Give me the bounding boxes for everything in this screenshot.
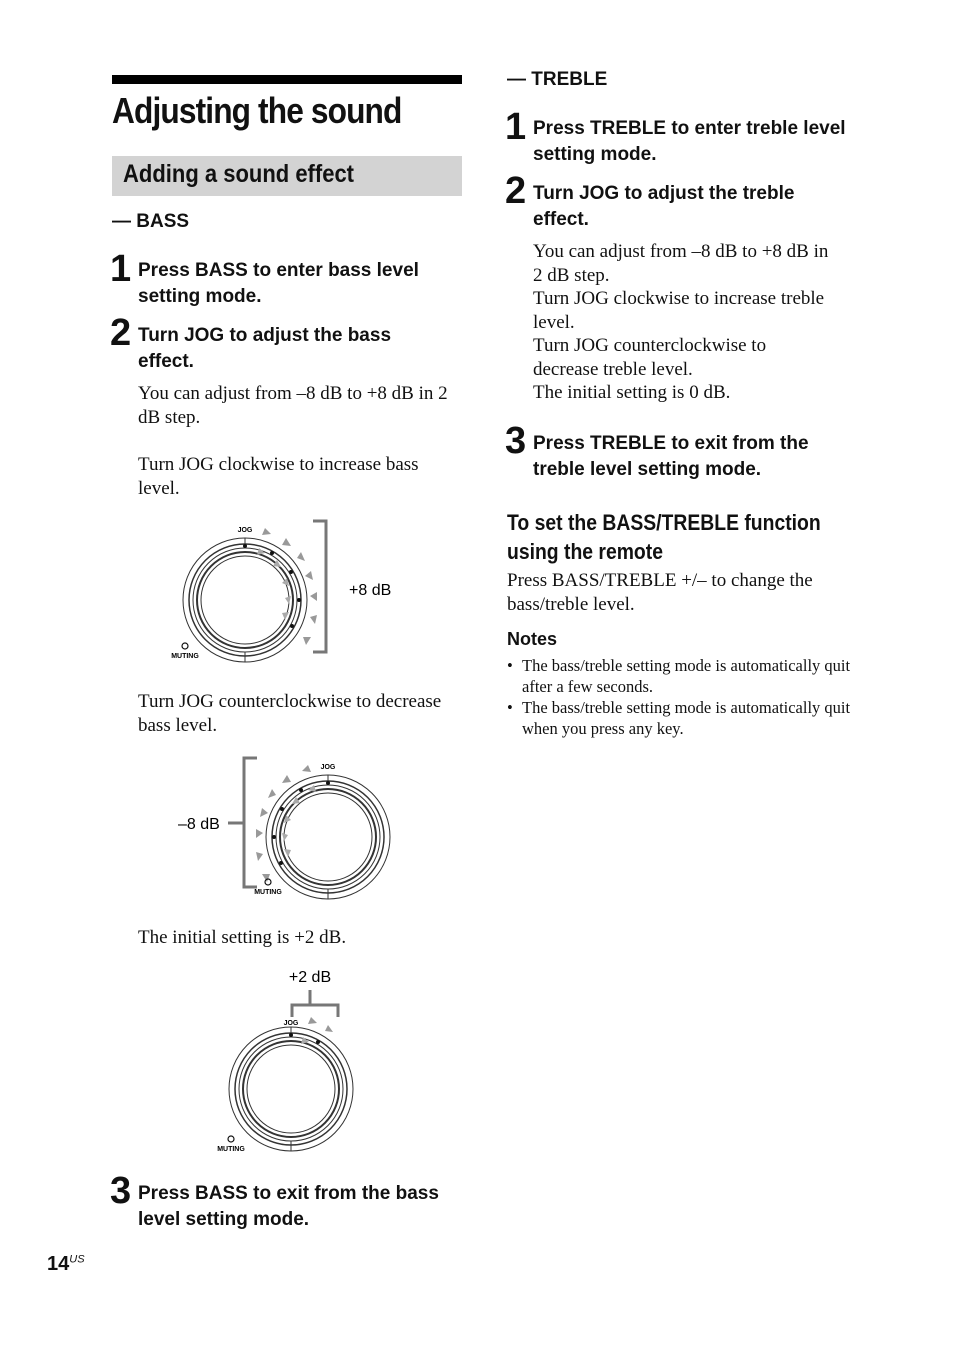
remote-text: Press BASS/TREBLE +/– to change the bass/treble level.	[507, 570, 813, 615]
page-title: Adjusting the sound	[112, 90, 402, 131]
treble-detail-line: decrease treble level.	[533, 358, 693, 380]
jog-label: JOG	[237, 527, 253, 534]
muting-label: MUTING	[217, 1146, 245, 1153]
notes-heading: Notes	[507, 629, 558, 649]
note-item	[507, 655, 862, 699]
treble-detail-line: level.	[533, 311, 575, 333]
page-number	[47, 1253, 85, 1276]
bass-step1-number: 1	[110, 248, 132, 290]
page-number-suffix: US	[69, 1253, 85, 1266]
bass-step2-text: Turn JOG to adjust the bass effect.	[138, 325, 392, 372]
muting-label: MUTING	[171, 653, 199, 660]
bass-range-text: You can adjust from –8 dB to +8 dB in 2 dB step.	[138, 383, 448, 428]
remote-heading-line1: To set the BASS/TREBLE function	[507, 510, 821, 535]
bullet: •	[507, 698, 513, 717]
treble-step2-text: Turn JOG to adjust the treble effect.	[533, 183, 795, 230]
treble-detail-text	[533, 240, 863, 405]
plus8-label: +8 dB	[349, 582, 392, 599]
jog-label: JOG	[320, 764, 336, 771]
treble-detail-line: 2 dB step.	[533, 264, 610, 286]
bullet: •	[507, 656, 513, 675]
treble-detail-line: The initial setting is 0 dB.	[533, 382, 731, 403]
treble-detail-line: Turn JOG clockwise to increase treble	[533, 288, 825, 309]
treble-step3-text: Press TREBLE to exit from the treble level setting mode.	[533, 433, 809, 480]
muting-indicator-icon	[228, 1136, 234, 1142]
plus2-label: +2 dB	[288, 969, 332, 986]
top-rule	[112, 75, 462, 84]
bass-decrease-text: Turn JOG counterclockwise to decrease bass level.	[138, 691, 442, 736]
jog-dial-plus2-figure	[210, 962, 380, 1162]
minus8-label: –8 dB	[178, 816, 220, 833]
treble-step1-text: Press TREBLE to enter treble level setting mode.	[533, 118, 846, 165]
bass-initial-text: The initial setting is +2 dB.	[138, 927, 347, 948]
treble-heading: — TREBLE	[507, 69, 608, 90]
treble-detail-line: Turn JOG counterclockwise to	[533, 335, 767, 356]
muting-indicator-icon	[182, 643, 188, 649]
page-number-value: 14	[47, 1253, 70, 1275]
bass-step2-number: 2	[110, 312, 132, 354]
jog-label: JOG	[283, 1020, 299, 1027]
bass-step3-number: 3	[110, 1170, 132, 1212]
bass-heading: — BASS	[112, 211, 190, 232]
treble-step3-number: 3	[505, 420, 527, 462]
treble-step2-number: 2	[505, 170, 527, 212]
bass-step3-text: Press BASS to exit from the bass level setting mode.	[138, 1183, 439, 1230]
section-title: Adding a sound effect	[123, 160, 354, 188]
bass-step1-text: Press BASS to enter bass level setting mode.	[138, 260, 419, 307]
treble-detail-line: You can adjust from –8 dB to +8 dB in	[533, 241, 829, 262]
jog-dial-minus8-figure	[170, 752, 410, 902]
note-item	[507, 697, 862, 741]
jog-dial-plus8-figure	[165, 515, 425, 665]
bass-increase-text: Turn JOG clockwise to increase bass level.	[138, 454, 419, 499]
remote-heading-line2: using the remote	[507, 539, 663, 564]
note-text: The bass/treble setting mode is automatically quit when you press any key.	[522, 698, 851, 738]
note-text: The bass/treble setting mode is automatically quit after a few seconds.	[522, 656, 851, 696]
treble-step1-number: 1	[505, 106, 527, 148]
muting-label: MUTING	[254, 889, 282, 896]
muting-indicator-icon	[265, 879, 271, 885]
